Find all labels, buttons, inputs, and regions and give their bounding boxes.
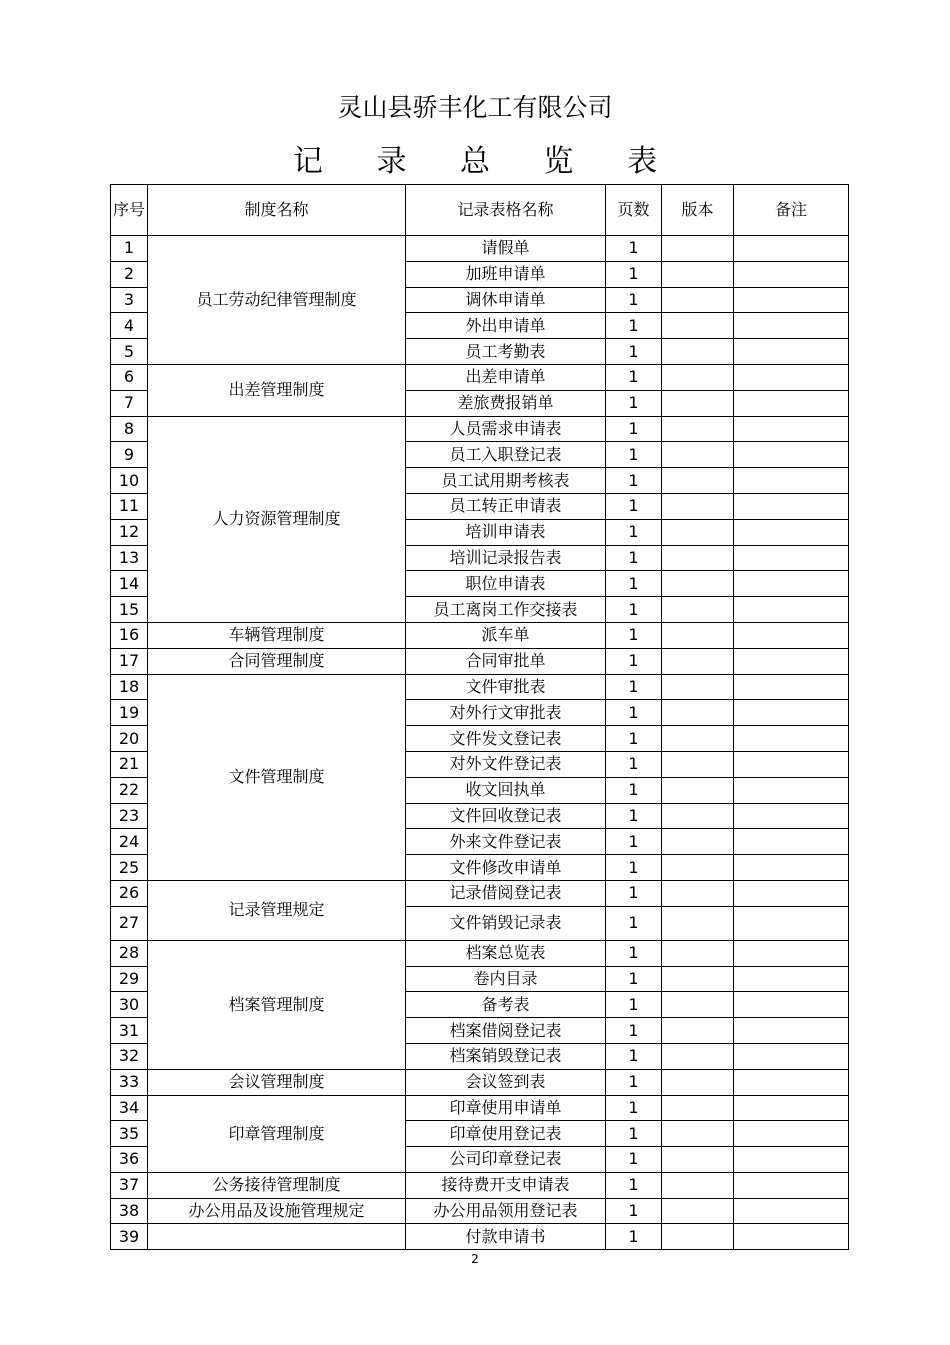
row-number: 10: [111, 468, 148, 494]
remarks-cell: [734, 700, 849, 726]
row-number: 11: [111, 493, 148, 519]
version-cell: [662, 236, 734, 262]
pages-cell: 1: [606, 597, 662, 623]
form-name-cell: 加班申请单: [406, 261, 606, 287]
pages-cell: 1: [606, 313, 662, 339]
pages-cell: 1: [606, 468, 662, 494]
remarks-cell: [734, 1018, 849, 1044]
version-cell: [662, 880, 734, 906]
pages-cell: 1: [606, 236, 662, 262]
form-name-cell: 外出申请单: [406, 313, 606, 339]
records-table: [110, 184, 849, 1250]
version-cell: [662, 339, 734, 365]
pages-cell: 1: [606, 287, 662, 313]
form-name-cell: 合同审批单: [406, 648, 606, 674]
remarks-cell: [734, 493, 849, 519]
row-number: 34: [111, 1095, 148, 1121]
row-number: 7: [111, 390, 148, 416]
pages-cell: 1: [606, 1095, 662, 1121]
table-row: [111, 674, 849, 700]
pages-cell: 1: [606, 261, 662, 287]
version-cell: [662, 1224, 734, 1250]
version-cell: [662, 992, 734, 1018]
row-number: 9: [111, 442, 148, 468]
system-name-cell: 印章管理制度: [148, 1095, 406, 1172]
system-name-cell: 公务接待管理制度: [148, 1172, 406, 1198]
remarks-cell: [734, 1224, 849, 1250]
pages-cell: 1: [606, 442, 662, 468]
form-name-cell: 差旅费报销单: [406, 390, 606, 416]
remarks-cell: [734, 1172, 849, 1198]
version-cell: [662, 829, 734, 855]
remarks-cell: [734, 726, 849, 752]
pages-cell: 1: [606, 751, 662, 777]
version-cell: [662, 751, 734, 777]
remarks-cell: [734, 313, 849, 339]
form-name-cell: 接待费开支申请表: [406, 1172, 606, 1198]
version-cell: [662, 313, 734, 339]
pages-cell: 1: [606, 622, 662, 648]
row-number: 32: [111, 1043, 148, 1069]
remarks-cell: [734, 906, 849, 940]
remarks-cell: [734, 992, 849, 1018]
header-system-name: 制度名称: [148, 185, 406, 236]
row-number: 12: [111, 519, 148, 545]
form-name-cell: 档案借阅登记表: [406, 1018, 606, 1044]
remarks-cell: [734, 940, 849, 966]
remarks-cell: [734, 674, 849, 700]
row-number: 1: [111, 236, 148, 262]
table-row: [111, 416, 849, 442]
form-name-cell: 文件修改申请单: [406, 855, 606, 881]
row-number: 14: [111, 571, 148, 597]
remarks-cell: [734, 545, 849, 571]
version-cell: [662, 1121, 734, 1147]
system-name-cell: 文件管理制度: [148, 674, 406, 880]
version-cell: [662, 287, 734, 313]
system-name-cell: 人力资源管理制度: [148, 416, 406, 622]
form-name-cell: 记录借阅登记表: [406, 880, 606, 906]
version-cell: [662, 1172, 734, 1198]
pages-cell: 1: [606, 390, 662, 416]
version-cell: [662, 493, 734, 519]
header-no: 序号: [111, 185, 148, 236]
pages-cell: 1: [606, 648, 662, 674]
version-cell: [662, 442, 734, 468]
pages-cell: 1: [606, 726, 662, 752]
remarks-cell: [734, 751, 849, 777]
table-body: [111, 236, 849, 1250]
version-cell: [662, 622, 734, 648]
pages-cell: 1: [606, 803, 662, 829]
version-cell: [662, 416, 734, 442]
remarks-cell: [734, 1043, 849, 1069]
form-name-cell: 对外文件登记表: [406, 751, 606, 777]
table-row: [111, 940, 849, 966]
row-number: 19: [111, 700, 148, 726]
remarks-cell: [734, 442, 849, 468]
row-number: 26: [111, 880, 148, 906]
system-name-cell: 合同管理制度: [148, 648, 406, 674]
version-cell: [662, 906, 734, 940]
pages-cell: 1: [606, 519, 662, 545]
header-remarks: 备注: [734, 185, 849, 236]
pages-cell: 1: [606, 674, 662, 700]
form-name-cell: 职位申请表: [406, 571, 606, 597]
remarks-cell: [734, 855, 849, 881]
remarks-cell: [734, 880, 849, 906]
form-name-cell: 调休申请单: [406, 287, 606, 313]
row-number: 18: [111, 674, 148, 700]
form-name-cell: 出差申请单: [406, 364, 606, 390]
pages-cell: 1: [606, 940, 662, 966]
form-name-cell: 外来文件登记表: [406, 829, 606, 855]
pages-cell: 1: [606, 545, 662, 571]
pages-cell: 1: [606, 1172, 662, 1198]
version-cell: [662, 777, 734, 803]
remarks-cell: [734, 648, 849, 674]
pages-cell: 1: [606, 880, 662, 906]
version-cell: [662, 545, 734, 571]
form-name-cell: 办公用品领用登记表: [406, 1198, 606, 1224]
remarks-cell: [734, 287, 849, 313]
row-number: 2: [111, 261, 148, 287]
row-number: 13: [111, 545, 148, 571]
pages-cell: 1: [606, 829, 662, 855]
row-number: 15: [111, 597, 148, 623]
version-cell: [662, 674, 734, 700]
remarks-cell: [734, 261, 849, 287]
version-cell: [662, 364, 734, 390]
remarks-cell: [734, 1147, 849, 1173]
row-number: 6: [111, 364, 148, 390]
system-name-cell: 办公用品及设施管理规定: [148, 1198, 406, 1224]
remarks-cell: [734, 519, 849, 545]
form-name-cell: 人员需求申请表: [406, 416, 606, 442]
form-name-cell: 请假单: [406, 236, 606, 262]
version-cell: [662, 261, 734, 287]
pages-cell: 1: [606, 992, 662, 1018]
form-name-cell: 档案销毁登记表: [406, 1043, 606, 1069]
system-name-cell: 员工劳动纪律管理制度: [148, 236, 406, 365]
form-name-cell: 备考表: [406, 992, 606, 1018]
table-row: [111, 1198, 849, 1224]
form-name-cell: 员工转正申请表: [406, 493, 606, 519]
version-cell: [662, 390, 734, 416]
remarks-cell: [734, 236, 849, 262]
row-number: 37: [111, 1172, 148, 1198]
form-name-cell: 培训申请表: [406, 519, 606, 545]
table-row: [111, 1069, 849, 1095]
page-number: 2: [471, 1252, 479, 1266]
table-row: [111, 1172, 849, 1198]
system-name-cell: [148, 1224, 406, 1250]
form-name-cell: 培训记录报告表: [406, 545, 606, 571]
row-number: 5: [111, 339, 148, 365]
header-version: 版本: [662, 185, 734, 236]
pages-cell: 1: [606, 1018, 662, 1044]
remarks-cell: [734, 571, 849, 597]
pages-cell: 1: [606, 1147, 662, 1173]
form-name-cell: 文件回收登记表: [406, 803, 606, 829]
row-number: 36: [111, 1147, 148, 1173]
version-cell: [662, 1043, 734, 1069]
row-number: 21: [111, 751, 148, 777]
row-number: 27: [111, 906, 148, 940]
pages-cell: 1: [606, 1069, 662, 1095]
pages-cell: 1: [606, 416, 662, 442]
version-cell: [662, 700, 734, 726]
remarks-cell: [734, 803, 849, 829]
row-number: 39: [111, 1224, 148, 1250]
form-name-cell: 员工试用期考核表: [406, 468, 606, 494]
table-row: [111, 1224, 849, 1250]
pages-cell: 1: [606, 493, 662, 519]
version-cell: [662, 1095, 734, 1121]
row-number: 31: [111, 1018, 148, 1044]
row-number: 16: [111, 622, 148, 648]
pages-cell: 1: [606, 1043, 662, 1069]
form-name-cell: 文件审批表: [406, 674, 606, 700]
pages-cell: 1: [606, 906, 662, 940]
version-cell: [662, 648, 734, 674]
version-cell: [662, 468, 734, 494]
form-name-cell: 对外行文审批表: [406, 700, 606, 726]
row-number: 25: [111, 855, 148, 881]
remarks-cell: [734, 829, 849, 855]
table-header-row: [111, 185, 849, 236]
table-row: [111, 622, 849, 648]
pages-cell: 1: [606, 1224, 662, 1250]
system-name-cell: 记录管理规定: [148, 880, 406, 940]
form-name-cell: 公司印章登记表: [406, 1147, 606, 1173]
remarks-cell: [734, 966, 849, 992]
company-name: 灵山县骄丰化工有限公司: [337, 93, 613, 122]
version-cell: [662, 1018, 734, 1044]
form-name-cell: 文件销毁记录表: [406, 906, 606, 940]
system-name-cell: 档案管理制度: [148, 940, 406, 1069]
form-name-cell: 员工入职登记表: [406, 442, 606, 468]
row-number: 24: [111, 829, 148, 855]
form-name-cell: 印章使用申请单: [406, 1095, 606, 1121]
form-name-cell: 员工考勤表: [406, 339, 606, 365]
version-cell: [662, 1147, 734, 1173]
version-cell: [662, 726, 734, 752]
header-pages: 页数: [606, 185, 662, 236]
row-number: 30: [111, 992, 148, 1018]
pages-cell: 1: [606, 339, 662, 365]
form-name-cell: 员工离岗工作交接表: [406, 597, 606, 623]
version-cell: [662, 803, 734, 829]
remarks-cell: [734, 390, 849, 416]
remarks-cell: [734, 364, 849, 390]
row-number: 23: [111, 803, 148, 829]
pages-cell: 1: [606, 966, 662, 992]
table-row: [111, 1095, 849, 1121]
row-number: 17: [111, 648, 148, 674]
version-cell: [662, 966, 734, 992]
row-number: 22: [111, 777, 148, 803]
form-name-cell: 收文回执单: [406, 777, 606, 803]
document-title: 记 录 总 览 表: [292, 144, 680, 179]
version-cell: [662, 571, 734, 597]
form-name-cell: 档案总览表: [406, 940, 606, 966]
remarks-cell: [734, 622, 849, 648]
version-cell: [662, 940, 734, 966]
remarks-cell: [734, 1069, 849, 1095]
row-number: 8: [111, 416, 148, 442]
row-number: 20: [111, 726, 148, 752]
pages-cell: 1: [606, 1198, 662, 1224]
pages-cell: 1: [606, 364, 662, 390]
row-number: 33: [111, 1069, 148, 1095]
remarks-cell: [734, 597, 849, 623]
remarks-cell: [734, 339, 849, 365]
system-name-cell: 会议管理制度: [148, 1069, 406, 1095]
version-cell: [662, 855, 734, 881]
version-cell: [662, 1198, 734, 1224]
remarks-cell: [734, 1121, 849, 1147]
table-row: [111, 236, 849, 262]
table-row: [111, 364, 849, 390]
pages-cell: 1: [606, 571, 662, 597]
pages-cell: 1: [606, 855, 662, 881]
table-row: [111, 880, 849, 906]
row-number: 3: [111, 287, 148, 313]
form-name-cell: 会议签到表: [406, 1069, 606, 1095]
version-cell: [662, 1069, 734, 1095]
row-number: 28: [111, 940, 148, 966]
pages-cell: 1: [606, 700, 662, 726]
pages-cell: 1: [606, 777, 662, 803]
table-row: [111, 648, 849, 674]
remarks-cell: [734, 416, 849, 442]
form-name-cell: 卷内目录: [406, 966, 606, 992]
form-name-cell: 文件发文登记表: [406, 726, 606, 752]
row-number: 35: [111, 1121, 148, 1147]
system-name-cell: 车辆管理制度: [148, 622, 406, 648]
header-form-name: 记录表格名称: [406, 185, 606, 236]
form-name-cell: 付款申请书: [406, 1224, 606, 1250]
remarks-cell: [734, 777, 849, 803]
remarks-cell: [734, 468, 849, 494]
form-name-cell: 派车单: [406, 622, 606, 648]
row-number: 38: [111, 1198, 148, 1224]
pages-cell: 1: [606, 1121, 662, 1147]
row-number: 29: [111, 966, 148, 992]
system-name-cell: 出差管理制度: [148, 364, 406, 416]
version-cell: [662, 519, 734, 545]
row-number: 4: [111, 313, 148, 339]
remarks-cell: [734, 1095, 849, 1121]
form-name-cell: 印章使用登记表: [406, 1121, 606, 1147]
version-cell: [662, 597, 734, 623]
remarks-cell: [734, 1198, 849, 1224]
